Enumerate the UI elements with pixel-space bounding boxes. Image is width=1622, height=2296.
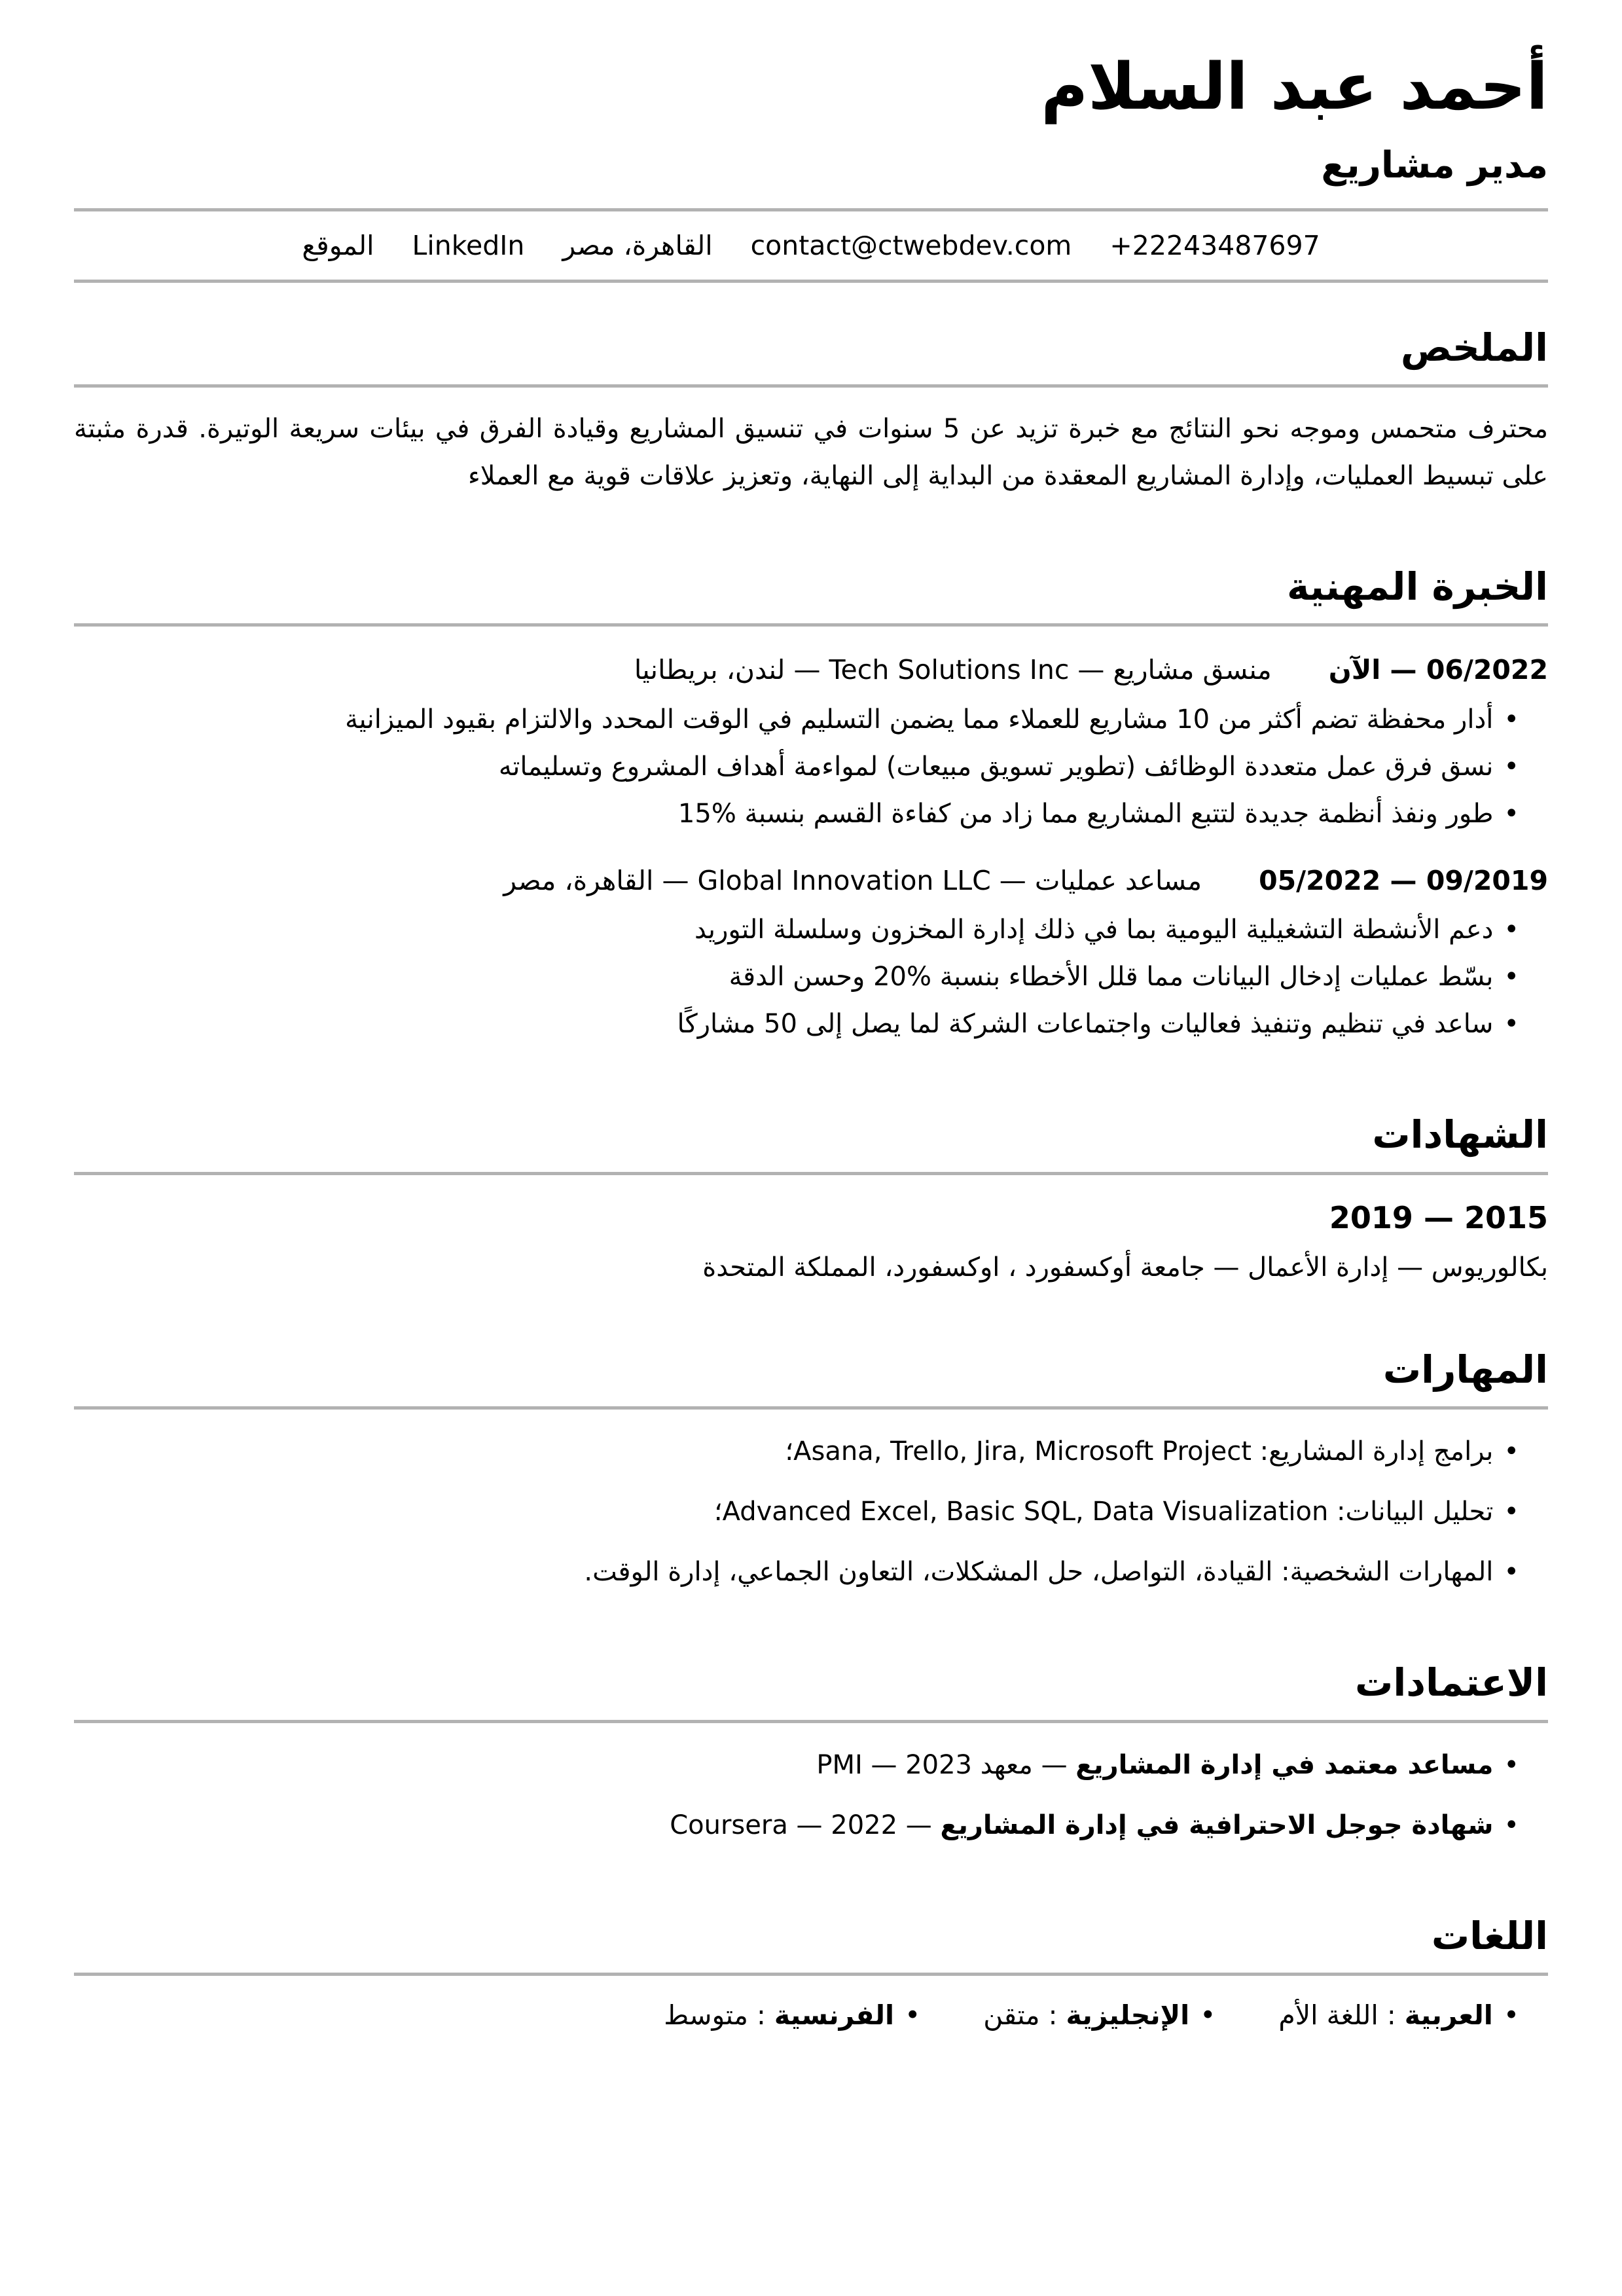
languages-list bbox=[74, 1999, 1548, 2031]
divider bbox=[74, 1973, 1548, 1976]
contact-linkedin-link[interactable]: LinkedIn bbox=[412, 230, 525, 262]
job-bullet: • أدار محفظة تضم أكثر من 10 مشاريع للعملاء مما يضمن التسليم في الوقت المحدد والالتزام بقيود الميزانية bbox=[74, 696, 1519, 743]
job-bullet-list bbox=[74, 696, 1548, 837]
section-languages bbox=[74, 1912, 1548, 2031]
job-header bbox=[74, 649, 1548, 692]
job-entry bbox=[74, 649, 1548, 837]
language-name: الفرنسية bbox=[774, 1999, 895, 2031]
credential-item bbox=[74, 1741, 1519, 1789]
education-degree: بكالوريوس — إدارة الأعمال — جامعة أوكسفورد ، اوكسفورد، المملكة المتحدة bbox=[702, 1252, 1548, 1283]
language-item bbox=[983, 1999, 1216, 2031]
experience-heading: الخبرة المهنية bbox=[1286, 564, 1548, 609]
language-level: اللغة الأم bbox=[1278, 1999, 1379, 2031]
credentials-heading: الاعتمادات bbox=[1355, 1660, 1548, 1705]
job-bullet: • ساعد في تنظيم وتنفيذ فعاليات واجتماعات الشركة لما يصل إلى 50 مشاركًا bbox=[74, 1000, 1519, 1048]
credentials-list bbox=[74, 1741, 1548, 1849]
credential-item bbox=[74, 1802, 1519, 1849]
divider bbox=[74, 1720, 1548, 1723]
skills-list bbox=[74, 1428, 1548, 1595]
job-role-company: منسق مشاريع — Tech Solutions Inc — لندن، بريطانيا bbox=[634, 654, 1272, 686]
credential-title: مساعد معتمد في إدارة المشاريع bbox=[1075, 1749, 1494, 1780]
language-level: متوسط bbox=[664, 1999, 748, 2031]
skill-item: • برامج إدارة المشاريع: Asana, Trello, Jira, Microsoft Project؛ bbox=[74, 1428, 1519, 1475]
language-name: العربية bbox=[1404, 1999, 1493, 2031]
job-dates: 06/2022 — الآن bbox=[1328, 654, 1548, 686]
section-skills bbox=[74, 1345, 1548, 1595]
credential-issuer: — معهد bbox=[971, 1749, 1076, 1780]
section-experience bbox=[74, 562, 1548, 1048]
divider bbox=[74, 1406, 1548, 1410]
credential-org-year: PMI — 2023 bbox=[816, 1749, 972, 1780]
credential-issuer: — bbox=[897, 1810, 941, 1840]
contact-email[interactable]: contact@ctwebdev.com bbox=[750, 230, 1072, 262]
credential-title: شهادة جوجل الاحترافية في إدارة المشاريع bbox=[940, 1810, 1494, 1840]
language-separator: : bbox=[1039, 1999, 1066, 2031]
candidate-job-title: مدير مشاريع bbox=[1321, 144, 1548, 187]
credential-org-year: Coursera — 2022 bbox=[670, 1810, 898, 1840]
language-item bbox=[1278, 1999, 1519, 2031]
languages-heading: اللغات bbox=[1431, 1913, 1548, 1958]
contact-website-link[interactable]: الموقع bbox=[302, 230, 374, 262]
job-bullet: • نسق فرق عمل متعددة الوظائف (تطوير تسويق مبيعات) لمواءمة أهداف المشروع وتسليماته bbox=[74, 743, 1519, 790]
job-entry bbox=[74, 860, 1548, 1048]
language-separator: : bbox=[1378, 1999, 1405, 2031]
skill-item: • تحليل البيانات: Advanced Excel, Basic SQL, Data Visualization؛ bbox=[74, 1488, 1519, 1535]
divider bbox=[74, 280, 1548, 283]
skill-item: • المهارات الشخصية: القيادة، التواصل، حل المشكلات، التعاون الجماعي، إدارة الوقت. bbox=[74, 1548, 1519, 1595]
divider bbox=[74, 623, 1548, 627]
summary-heading: الملخص bbox=[1400, 325, 1548, 371]
job-bullet: • دعم الأنشطة التشغيلية اليومية بما في ذلك إدارة المخزون وسلسلة التوريد bbox=[74, 906, 1519, 953]
job-bullet-list bbox=[74, 906, 1548, 1048]
section-credentials bbox=[74, 1658, 1548, 1848]
job-bullet: • بسّط عمليات إدخال البيانات مما قلل الأخطاء بنسبة %20 وحسن الدقة bbox=[74, 953, 1519, 1000]
job-header bbox=[74, 860, 1548, 903]
contact-location: القاهرة، مصر bbox=[562, 230, 713, 262]
language-name: الإنجليزية bbox=[1066, 1999, 1190, 2031]
job-dates: 09/2019 — 05/2022 bbox=[1259, 864, 1548, 896]
education-heading: الشهادات bbox=[1372, 1112, 1548, 1157]
section-summary bbox=[74, 323, 1548, 500]
language-item bbox=[664, 1999, 920, 2031]
education-years: 2015 — 2019 bbox=[1329, 1199, 1548, 1235]
candidate-name: أحمد عبد السلام bbox=[1041, 50, 1548, 124]
divider bbox=[74, 1172, 1548, 1175]
language-level: متقن bbox=[983, 1999, 1040, 2031]
section-education bbox=[74, 1110, 1548, 1282]
language-separator: : bbox=[748, 1999, 774, 2031]
job-bullet: • طور ونفذ أنظمة جديدة لتتبع المشاريع مما زاد من كفاءة القسم بنسبة %15 bbox=[74, 790, 1519, 837]
contact-bar bbox=[74, 211, 1548, 280]
skills-heading: المهارات bbox=[1382, 1347, 1548, 1392]
contact-phone[interactable]: +22243487697 bbox=[1109, 230, 1320, 262]
divider bbox=[74, 384, 1548, 388]
job-role-company: مساعد عمليات — Global Innovation LLC — القاهرة، مصر bbox=[503, 864, 1202, 896]
summary-text: محترف متحمس وموجه نحو النتائج مع خبرة تزيد عن 5 سنوات في تنسيق المشاريع وقيادة الفرق في بيئات سريعة الوتيرة. قدرة مثبتة على تبسيط العمليات، وإدارة المشاريع المعقدة من البداية إلى النهاية، وتعزيز علاقات قوية مع العملاء bbox=[74, 414, 1549, 491]
